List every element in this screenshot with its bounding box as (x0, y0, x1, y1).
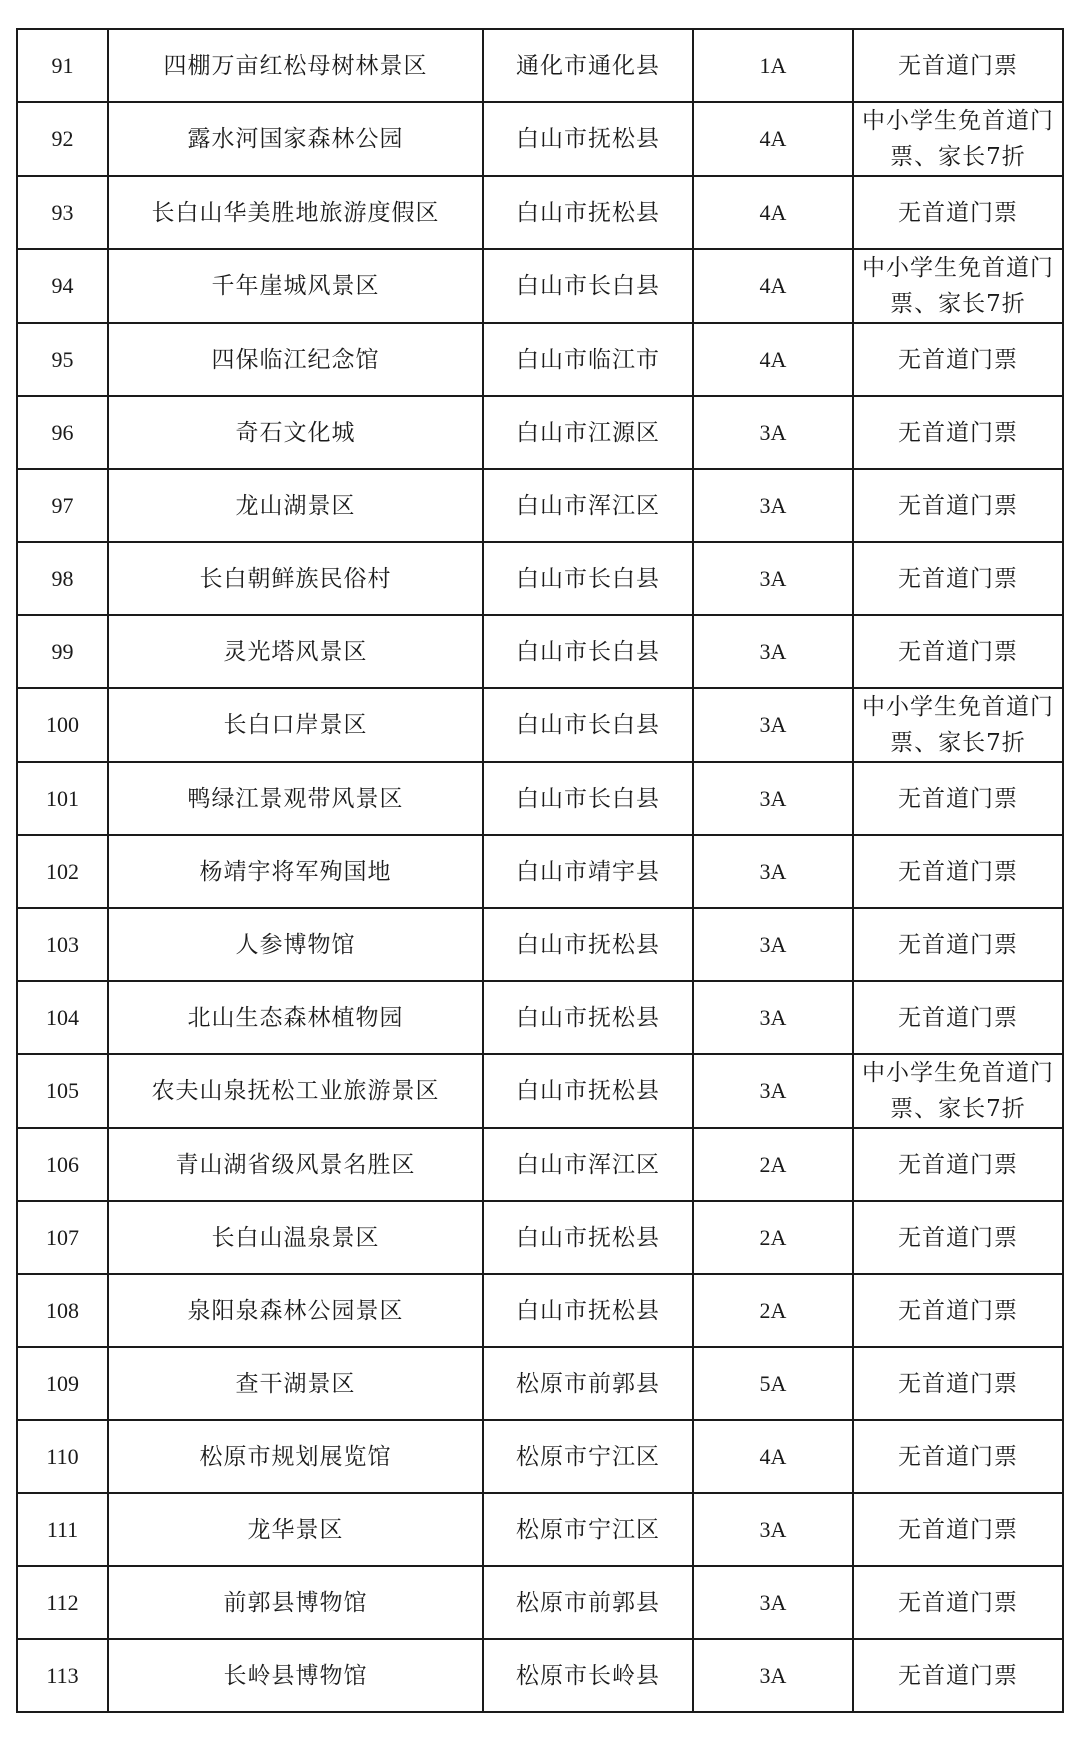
row-number-cell: 106 (17, 1128, 108, 1201)
location-cell: 白山市抚松县 (483, 1274, 693, 1347)
row-number-cell: 103 (17, 908, 108, 981)
ticket-policy-cell: 无首道门票 (853, 542, 1063, 615)
scenic-spot-name-cell: 长岭县博物馆 (108, 1639, 483, 1712)
scenic-spot-name-cell: 长白山温泉景区 (108, 1201, 483, 1274)
scenic-spot-name-cell: 鸭绿江景观带风景区 (108, 762, 483, 835)
row-number-cell: 112 (17, 1566, 108, 1639)
table-row (17, 29, 1063, 102)
ticket-policy-cell: 无首道门票 (853, 176, 1063, 249)
location-cell: 白山市抚松县 (483, 908, 693, 981)
level-cell: 2A (693, 1201, 853, 1274)
row-number-cell: 92 (17, 102, 108, 176)
scenic-spot-name-cell: 奇石文化城 (108, 396, 483, 469)
row-number-cell: 105 (17, 1054, 108, 1128)
scenic-spot-name-cell: 灵光塔风景区 (108, 615, 483, 688)
level-cell: 3A (693, 1566, 853, 1639)
level-cell: 3A (693, 835, 853, 908)
ticket-policy-cell: 无首道门票 (853, 615, 1063, 688)
table-row (17, 908, 1063, 981)
scenic-spot-name-cell: 长白口岸景区 (108, 688, 483, 762)
location-cell: 松原市前郭县 (483, 1566, 693, 1639)
location-cell: 通化市通化县 (483, 29, 693, 102)
ticket-policy-cell: 无首道门票 (853, 1566, 1063, 1639)
table-row (17, 102, 1063, 176)
table-row (17, 542, 1063, 615)
scenic-spot-name-cell: 北山生态森林植物园 (108, 981, 483, 1054)
scenic-spot-name-cell: 农夫山泉抚松工业旅游景区 (108, 1054, 483, 1128)
ticket-policy-cell: 无首道门票 (853, 1639, 1063, 1712)
table-row (17, 1054, 1063, 1128)
ticket-policy-cell: 无首道门票 (853, 396, 1063, 469)
row-number-cell: 110 (17, 1420, 108, 1493)
table-row (17, 1347, 1063, 1420)
level-cell: 3A (693, 1639, 853, 1712)
location-cell: 白山市长白县 (483, 762, 693, 835)
scenic-spot-name-cell: 查干湖景区 (108, 1347, 483, 1420)
row-number-cell: 93 (17, 176, 108, 249)
ticket-policy-cell: 无首道门票 (853, 1347, 1063, 1420)
level-cell: 2A (693, 1274, 853, 1347)
table-row (17, 1493, 1063, 1566)
level-cell: 4A (693, 176, 853, 249)
table-row (17, 1128, 1063, 1201)
level-cell: 2A (693, 1128, 853, 1201)
location-cell: 白山市抚松县 (483, 981, 693, 1054)
ticket-policy-cell: 中小学生免首道门票、家长7折 (853, 688, 1063, 762)
level-cell: 3A (693, 469, 853, 542)
location-cell: 白山市浑江区 (483, 469, 693, 542)
ticket-policy-cell: 无首道门票 (853, 1420, 1063, 1493)
level-cell: 3A (693, 981, 853, 1054)
ticket-policy-cell: 无首道门票 (853, 1128, 1063, 1201)
table-body (17, 29, 1063, 1712)
location-cell: 白山市临江市 (483, 323, 693, 396)
location-cell: 白山市江源区 (483, 396, 693, 469)
ticket-policy-cell: 中小学生免首道门票、家长7折 (853, 1054, 1063, 1128)
scenic-spot-name-cell: 露水河国家森林公园 (108, 102, 483, 176)
location-cell: 松原市宁江区 (483, 1493, 693, 1566)
row-number-cell: 111 (17, 1493, 108, 1566)
level-cell: 3A (693, 542, 853, 615)
location-cell: 白山市抚松县 (483, 176, 693, 249)
scenic-spots-table-container (16, 28, 1062, 1713)
table-row (17, 835, 1063, 908)
scenic-spot-name-cell: 人参博物馆 (108, 908, 483, 981)
scenic-spot-name-cell: 泉阳泉森林公园景区 (108, 1274, 483, 1347)
table-row (17, 469, 1063, 542)
row-number-cell: 96 (17, 396, 108, 469)
location-cell: 白山市抚松县 (483, 1054, 693, 1128)
location-cell: 白山市浑江区 (483, 1128, 693, 1201)
level-cell: 3A (693, 1493, 853, 1566)
table-row (17, 1201, 1063, 1274)
location-cell: 松原市长岭县 (483, 1639, 693, 1712)
location-cell: 白山市长白县 (483, 542, 693, 615)
ticket-policy-cell: 无首道门票 (853, 1201, 1063, 1274)
table-row (17, 688, 1063, 762)
ticket-policy-cell: 无首道门票 (853, 981, 1063, 1054)
ticket-policy-cell: 无首道门票 (853, 323, 1063, 396)
scenic-spot-name-cell: 杨靖宇将军殉国地 (108, 835, 483, 908)
location-cell: 白山市长白县 (483, 615, 693, 688)
scenic-spot-name-cell: 四保临江纪念馆 (108, 323, 483, 396)
table-row (17, 762, 1063, 835)
row-number-cell: 94 (17, 249, 108, 323)
table-row (17, 615, 1063, 688)
scenic-spot-name-cell: 松原市规划展览馆 (108, 1420, 483, 1493)
row-number-cell: 98 (17, 542, 108, 615)
table-row (17, 1566, 1063, 1639)
ticket-policy-cell: 无首道门票 (853, 762, 1063, 835)
location-cell: 白山市长白县 (483, 688, 693, 762)
row-number-cell: 97 (17, 469, 108, 542)
row-number-cell: 101 (17, 762, 108, 835)
scenic-spot-name-cell: 前郭县博物馆 (108, 1566, 483, 1639)
ticket-policy-cell: 无首道门票 (853, 835, 1063, 908)
location-cell: 白山市靖宇县 (483, 835, 693, 908)
level-cell: 3A (693, 615, 853, 688)
ticket-policy-cell: 无首道门票 (853, 1274, 1063, 1347)
row-number-cell: 109 (17, 1347, 108, 1420)
row-number-cell: 108 (17, 1274, 108, 1347)
row-number-cell: 107 (17, 1201, 108, 1274)
row-number-cell: 113 (17, 1639, 108, 1712)
level-cell: 1A (693, 29, 853, 102)
table-row (17, 176, 1063, 249)
location-cell: 松原市宁江区 (483, 1420, 693, 1493)
level-cell: 4A (693, 249, 853, 323)
ticket-policy-cell: 中小学生免首道门票、家长7折 (853, 249, 1063, 323)
level-cell: 3A (693, 688, 853, 762)
scenic-spot-name-cell: 龙山湖景区 (108, 469, 483, 542)
table-row (17, 1639, 1063, 1712)
row-number-cell: 102 (17, 835, 108, 908)
level-cell: 5A (693, 1347, 853, 1420)
ticket-policy-cell: 中小学生免首道门票、家长7折 (853, 102, 1063, 176)
ticket-policy-cell: 无首道门票 (853, 29, 1063, 102)
level-cell: 3A (693, 762, 853, 835)
level-cell: 3A (693, 396, 853, 469)
table-row (17, 396, 1063, 469)
scenic-spot-name-cell: 青山湖省级风景名胜区 (108, 1128, 483, 1201)
row-number-cell: 104 (17, 981, 108, 1054)
table-row (17, 249, 1063, 323)
level-cell: 3A (693, 908, 853, 981)
row-number-cell: 91 (17, 29, 108, 102)
location-cell: 白山市长白县 (483, 249, 693, 323)
scenic-spot-name-cell: 龙华景区 (108, 1493, 483, 1566)
row-number-cell: 100 (17, 688, 108, 762)
row-number-cell: 99 (17, 615, 108, 688)
ticket-policy-cell: 无首道门票 (853, 1493, 1063, 1566)
level-cell: 3A (693, 1054, 853, 1128)
scenic-spot-name-cell: 长白山华美胜地旅游度假区 (108, 176, 483, 249)
level-cell: 4A (693, 102, 853, 176)
ticket-policy-cell: 无首道门票 (853, 908, 1063, 981)
ticket-policy-cell: 无首道门票 (853, 469, 1063, 542)
row-number-cell: 95 (17, 323, 108, 396)
location-cell: 白山市抚松县 (483, 102, 693, 176)
scenic-spot-name-cell: 千年崖城风景区 (108, 249, 483, 323)
scenic-spot-name-cell: 长白朝鲜族民俗村 (108, 542, 483, 615)
level-cell: 4A (693, 1420, 853, 1493)
table-row (17, 323, 1063, 396)
table-row (17, 981, 1063, 1054)
level-cell: 4A (693, 323, 853, 396)
scenic-spots-table (16, 28, 1064, 1713)
location-cell: 松原市前郭县 (483, 1347, 693, 1420)
table-row (17, 1274, 1063, 1347)
scenic-spot-name-cell: 四棚万亩红松母树林景区 (108, 29, 483, 102)
location-cell: 白山市抚松县 (483, 1201, 693, 1274)
table-row (17, 1420, 1063, 1493)
